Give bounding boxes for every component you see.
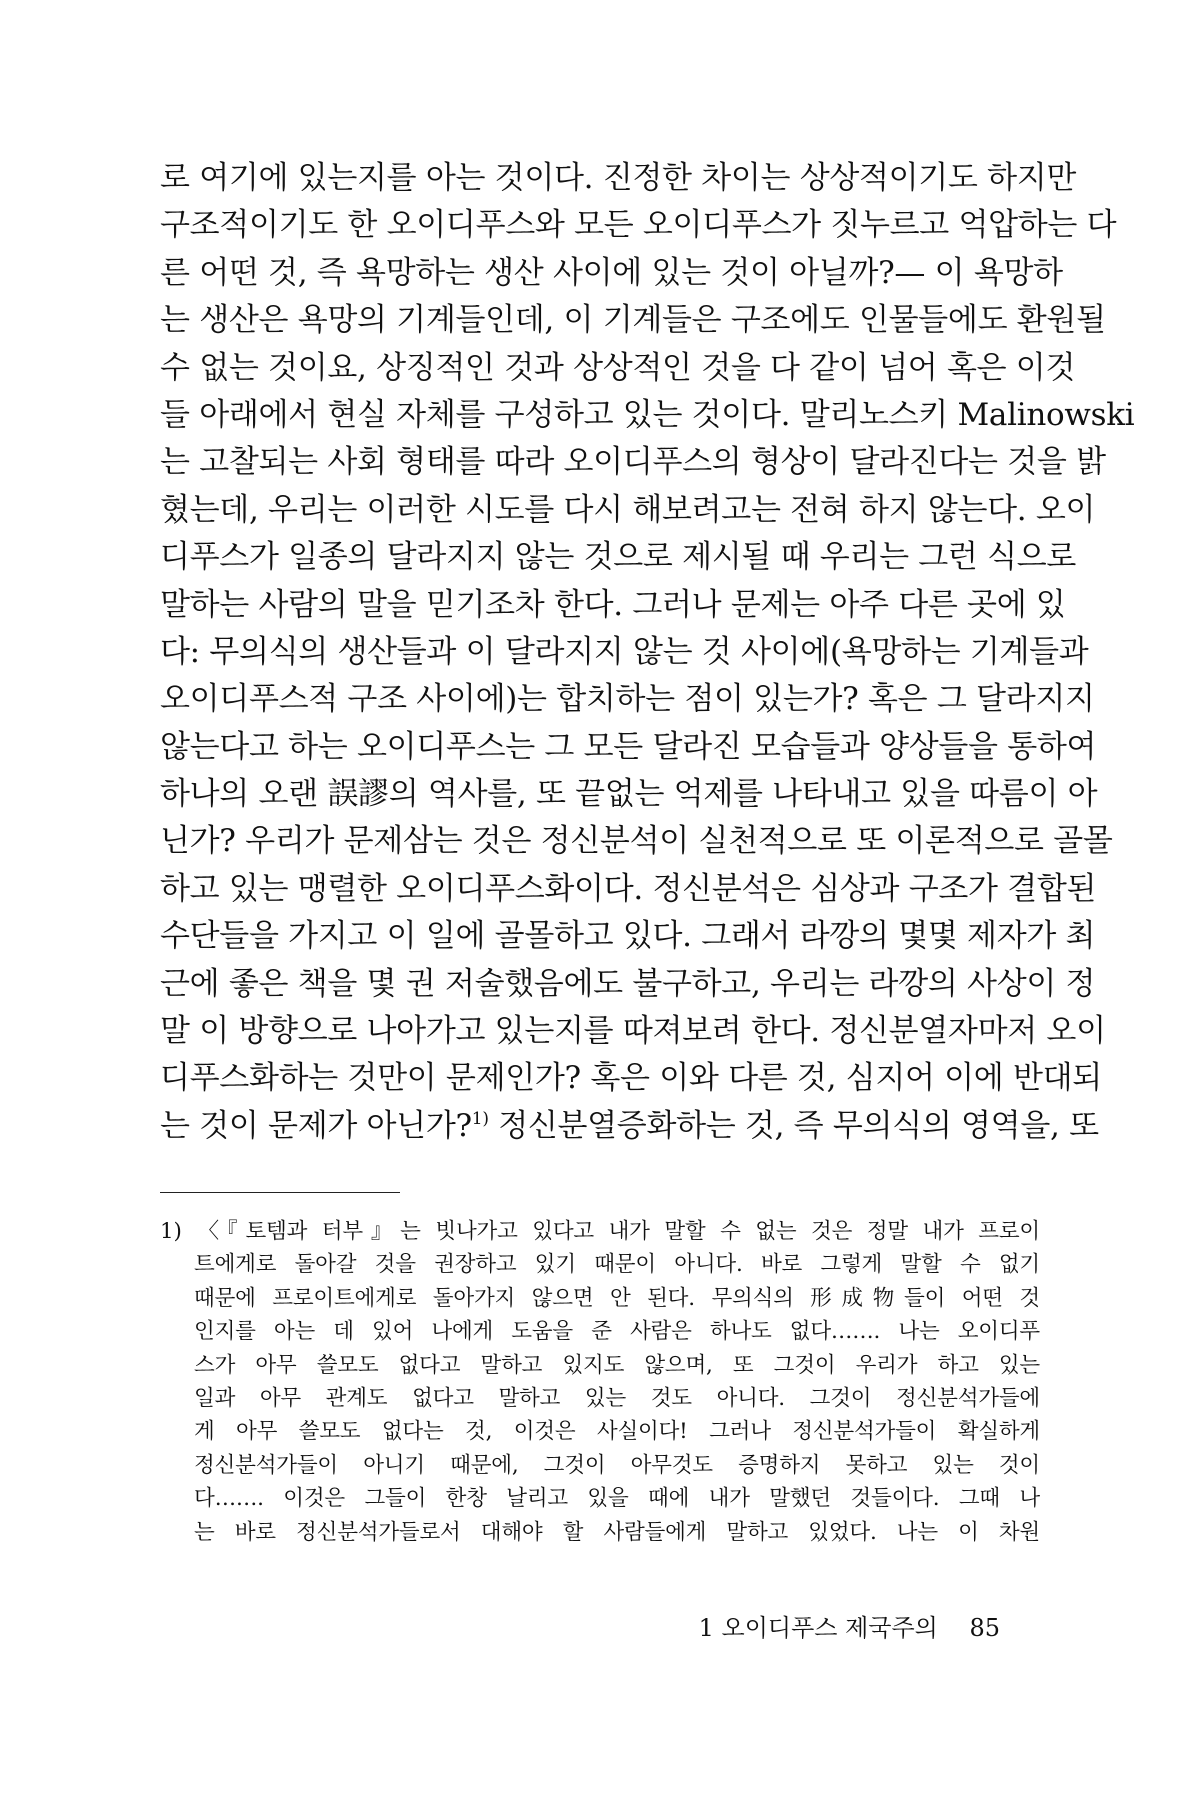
footnote-line: 인지를 아는 데 있어 나에게 도움을 준 사람은 하나도 없다……. 나는 오이디푸	[194, 1319, 1040, 1345]
body-line: 하고 있는 맹렬한 오이디푸스화이다. 정신분석은 심상과 구조가 결합된	[160, 870, 1097, 907]
footnote-line: 정신분석가들이 아니기 때문에, 그것이 아무것도 증명하지 못하고 있는 것이	[194, 1452, 1040, 1478]
body-line: 말하는 사람의 말을 믿기조차 한다. 그러나 문제는 아주 다른 곳에 있	[160, 586, 1066, 623]
body-line: 닌가? 우리가 문제삼는 것은 정신분석이 실천적으로 또 이론적으로 골몰	[160, 823, 1113, 860]
body-line: 는 생산은 욕망의 기계들인데, 이 기계들은 구조에도 인물들에도 환원될	[160, 302, 1106, 339]
body-line: 로 여기에 있는지를 아는 것이다. 진정한 차이는 상상적이기도 하지만	[160, 160, 1077, 196]
body-line: 혔는데, 우리는 이러한 시도를 다시 해보려고는 전혀 하지 않는다. 오이	[160, 491, 1096, 528]
body-line-with-note	[160, 1103, 1099, 1150]
footnote-number: 1)	[160, 1219, 182, 1244]
body-line: 디푸스화하는 것만이 문제인가? 혹은 이와 다른 것, 심지어 이에 반대되	[160, 1060, 1102, 1097]
footnote-line: 게 아무 쓸모도 없다는 것, 이것은 사실이다! 그러나 정신분석가들이 확실하게	[194, 1419, 1040, 1445]
footnote-text: 〈『토템과 터부』는 빗나가고 있다고 내가 말할 수 없는 것은 정말 내가 프로이	[189, 1219, 1040, 1244]
body-line: 수단들을 가지고 이 일에 골몰하고 있다. 그래서 라깡의 몇몇 제자가 최	[160, 918, 1096, 955]
body-line: 구조적이기도 한 오이디푸스와 모든 오이디푸스가 짓누르고 억압하는 다	[160, 207, 1117, 244]
body-line: 않는다고 하는 오이디푸스는 그 모든 달라진 모습들과 양상들을 통하여	[160, 728, 1097, 765]
chapter-title: 1 오이디푸스 제국주의	[698, 1614, 938, 1642]
footnote-line: 일과 아무 관계도 없다고 말하고 있는 것도 아니다. 그것이 정신분석가들에	[194, 1385, 1040, 1411]
body-text-segment: 정신분열증화하는 것, 즉 무의식의 영역을, 또	[488, 1107, 1099, 1144]
body-line: 는 고찰되는 사회 형태를 따라 오이디푸스의 형상이 달라진다는 것을 밝	[160, 444, 1106, 481]
body-line: 들 아래에서 현실 자체를 구성하고 있는 것이다. 말리노스키 Malinowski	[160, 396, 1135, 433]
body-line: 디푸스가 일종의 달라지지 않는 것으로 제시될 때 우리는 그런 식으로	[160, 539, 1077, 576]
body-line: 오이디푸스적 구조 사이에)는 합치하는 점이 있는가? 혹은 그 달라지지	[160, 681, 1095, 718]
page-number: 85	[969, 1614, 1000, 1642]
footnote-first-line	[160, 1215, 1040, 1248]
body-text-segment: 는 것이 문제가 아닌가?	[160, 1107, 472, 1144]
footnote-reference[interactable]: 1)	[471, 1108, 489, 1129]
running-footer	[699, 1608, 1000, 1643]
footnotes	[160, 1215, 1040, 1549]
footnote-line: 때문에 프로이트에게로 돌아가지 않으면 안 된다. 무의식의 形成物들이 어떤 것	[194, 1285, 1040, 1311]
footnote-line: 트에게로 돌아갈 것을 권장하고 있기 때문이 아니다. 바로 그렇게 말할 수 없기	[194, 1252, 1040, 1278]
body-line: 다: 무의식의 생산들과 이 달라지지 않는 것 사이에(욕망하는 기계들과	[160, 633, 1089, 670]
footnote-line: 는 바로 정신분석가들로서 대해야 할 사람들에게 말하고 있었다. 나는 이 차원	[194, 1519, 1040, 1545]
body-line: 하나의 오랜 誤謬의 역사를, 또 끝없는 억제를 나타내고 있을 따름이 아	[160, 776, 1098, 813]
body-line: 말 이 방향으로 나아가고 있는지를 따져보려 한다. 정신분열자마저 오이	[160, 1013, 1106, 1050]
footnote-divider	[160, 1192, 400, 1193]
body-line: 른 어떤 것, 즉 욕망하는 생산 사이에 있는 것이 아닐까?— 이 욕망하	[160, 254, 1063, 291]
footnote-line: 다……. 이것은 그들이 한창 날리고 있을 때에 내가 말했던 것들이다. 그때 나	[194, 1486, 1040, 1512]
footnote-line: 스가 아무 쓸모도 없다고 말하고 있지도 않으며, 또 그것이 우리가 하고 있는	[194, 1352, 1040, 1378]
body-line: 근에 좋은 책을 몇 권 저술했음에도 불구하고, 우리는 라깡의 사상이 정	[160, 965, 1096, 1002]
body-line: 수 없는 것이요, 상징적인 것과 상상적인 것을 다 같이 넘어 혹은 이것	[160, 349, 1076, 386]
body-text	[160, 155, 1135, 1150]
